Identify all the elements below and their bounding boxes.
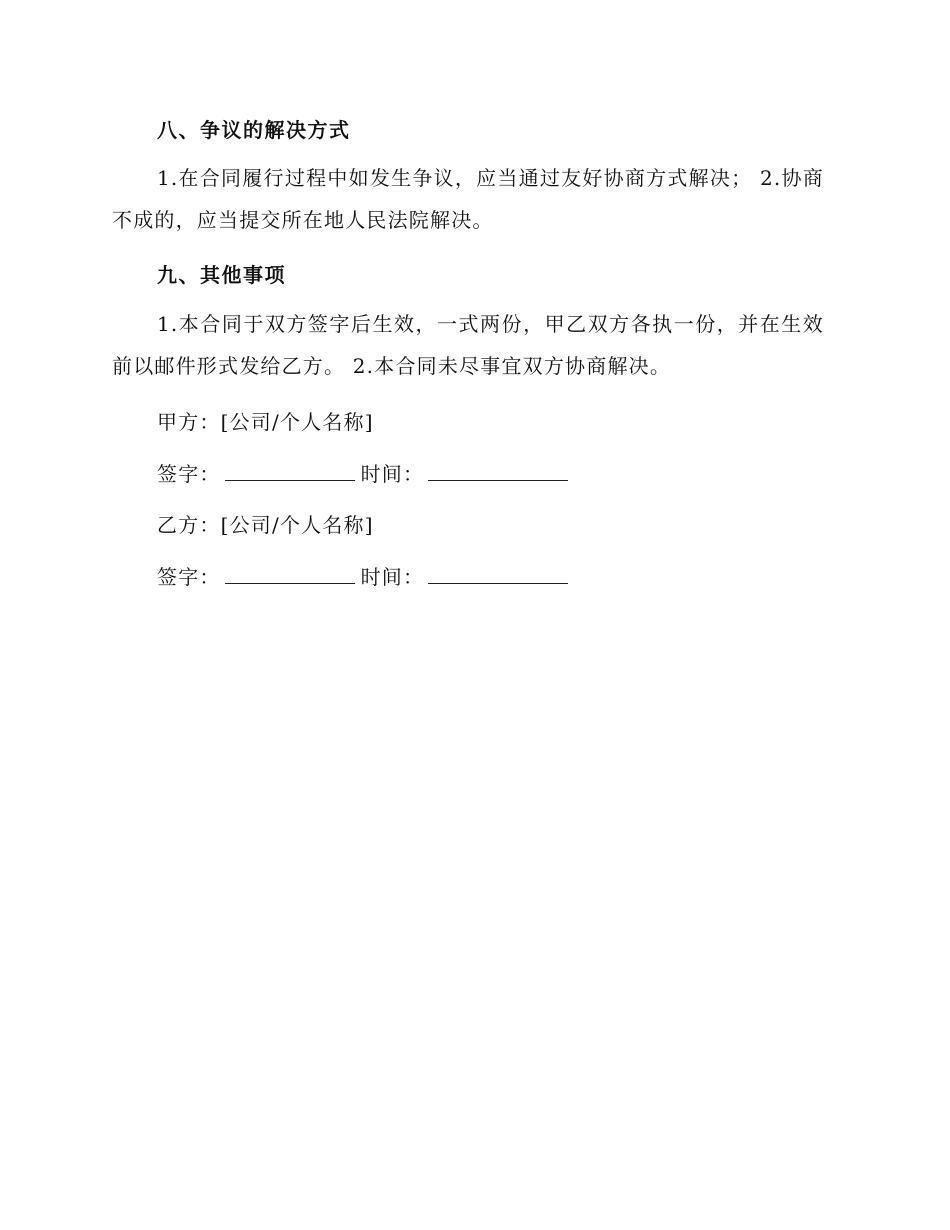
party-b-time-label: 时间： xyxy=(360,565,425,589)
party-b-label: 乙方：[公司/个人名称] xyxy=(157,513,374,537)
section-8-heading: 八、争议的解决方式 xyxy=(157,118,351,142)
party-a-time-label: 时间： xyxy=(360,462,425,486)
section-9-heading: 九、其他事项 xyxy=(157,263,286,287)
section-8-body: 1.在合同履行过程中如发生争议，应当通过友好协商方式解决； 2.协商不成的，应当提交所在地人民法院解决。 xyxy=(112,166,824,232)
section-9-body: 1.本合同于双方签字后生效，一式两份，甲乙双方各执一份，并在生效前以邮件形式发给乙方。 2.本合同未尽事宜双方协商解决。 xyxy=(112,312,824,378)
party-b-signature-line xyxy=(157,561,797,590)
party-a-sign-label: 签字： xyxy=(157,462,221,486)
party-a-time-blank xyxy=(428,461,568,481)
party-b-line xyxy=(157,509,797,538)
party-b-signature-blank xyxy=(225,564,355,584)
party-b-time-blank xyxy=(428,564,568,584)
party-a-line xyxy=(157,406,797,435)
party-b-sign-label: 签字： xyxy=(157,565,221,589)
party-a-signature-blank xyxy=(225,461,355,481)
party-a-label: 甲方：[公司/个人名称] xyxy=(157,410,374,434)
party-a-signature-line xyxy=(157,458,797,487)
